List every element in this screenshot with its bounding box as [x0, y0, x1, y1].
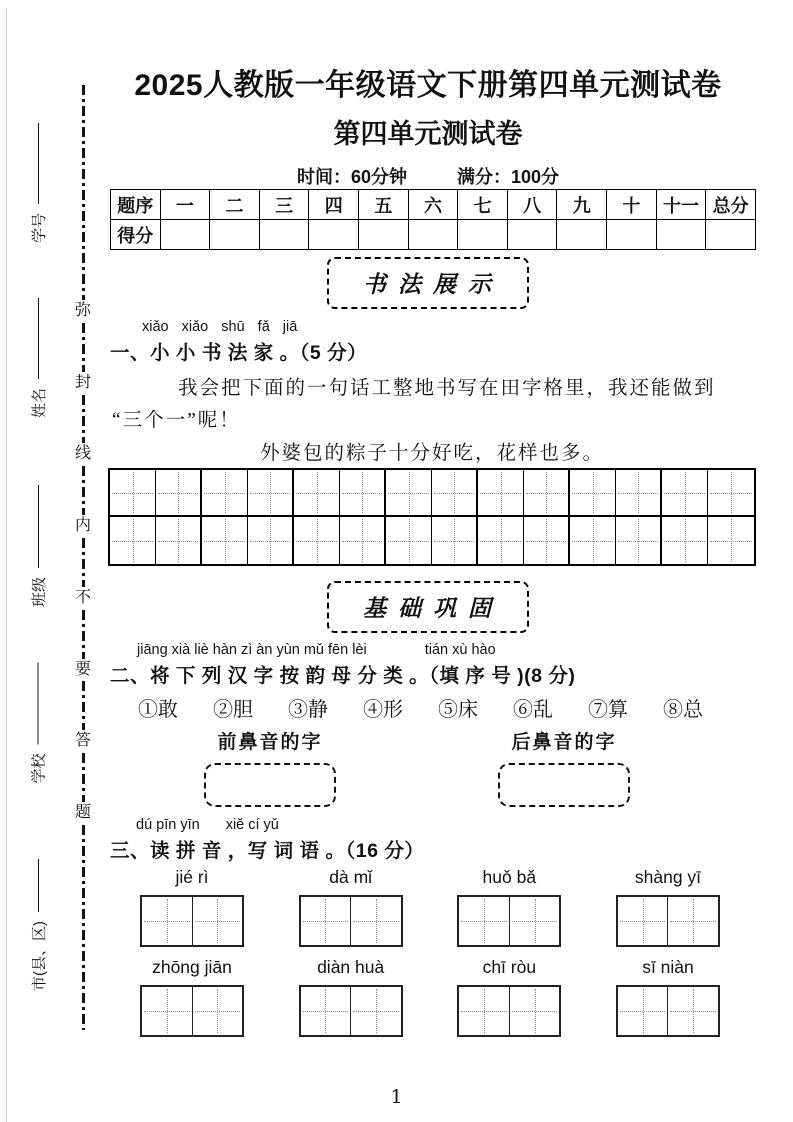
pinyin-word-column	[457, 957, 561, 1037]
pinyin-word-label: sī niàn	[642, 957, 694, 977]
seal-text-char: 封	[74, 373, 91, 391]
word-answer-cell[interactable]	[193, 897, 243, 945]
score-blank-cell[interactable]	[408, 220, 458, 250]
tian-writing-cell[interactable]	[616, 470, 662, 517]
back-nasal-column	[498, 727, 630, 807]
word-answer-cell[interactable]	[618, 987, 669, 1035]
full-score-label: 满分：100分	[456, 167, 560, 187]
q2-option-item: ⑧总	[663, 699, 703, 721]
page-edge-line	[6, 8, 7, 1122]
word-answer-cell[interactable]	[351, 987, 401, 1035]
banner-basics-label: 基础巩固	[327, 581, 529, 633]
q2-pinyin-part2: tián xù hào	[424, 642, 496, 658]
tian-writing-cell[interactable]	[708, 470, 754, 517]
q3-pinyin-part2: xiě cí yǔ	[225, 817, 279, 833]
score-row-label: 得分	[111, 220, 161, 250]
q2-option-item: ①敢	[138, 699, 178, 721]
score-blank-cell[interactable]	[507, 220, 557, 250]
word-answer-box[interactable]	[616, 895, 720, 947]
score-header-cell: 七	[458, 190, 508, 220]
pinyin-word-column	[616, 867, 720, 947]
score-header-cell: 题序	[111, 190, 161, 220]
tian-writing-cell[interactable]	[570, 517, 616, 564]
q2-option-item: ③静	[288, 699, 328, 721]
tian-writing-cell[interactable]	[616, 517, 662, 564]
pinyin-word-column	[299, 957, 403, 1037]
pinyin-word-column	[140, 957, 244, 1037]
q3-word-row-1	[140, 867, 720, 947]
score-header-cell: 三	[259, 190, 309, 220]
score-blank-cell[interactable]	[706, 220, 756, 250]
sidebar-field-4	[28, 859, 48, 991]
tian-writing-cell[interactable]	[432, 470, 478, 517]
tian-writing-cell[interactable]	[202, 517, 248, 564]
tian-writing-cell[interactable]	[386, 517, 432, 564]
word-answer-cell[interactable]	[668, 897, 718, 945]
sidebar-field-label: 学号	[30, 212, 48, 243]
word-answer-cell[interactable]	[459, 987, 510, 1035]
pinyin-word-column	[299, 867, 403, 947]
paper-meta	[100, 163, 756, 189]
pinyin-word-column	[457, 867, 561, 947]
score-header-cell: 一	[160, 190, 210, 220]
seal-text-char: 弥	[74, 302, 91, 320]
tian-writing-cell[interactable]	[202, 470, 248, 517]
tian-writing-cell[interactable]	[294, 517, 340, 564]
tian-writing-cell[interactable]	[662, 470, 708, 517]
sidebar-field-blank-line[interactable]	[38, 123, 39, 204]
tian-writing-cell[interactable]	[662, 517, 708, 564]
word-answer-cell[interactable]	[668, 987, 718, 1035]
tian-writing-cell[interactable]	[524, 517, 570, 564]
sidebar-field-label: 学校	[30, 753, 47, 784]
score-blank-cell[interactable]	[656, 220, 706, 250]
banner-calligraphy-label: 书法展示	[327, 257, 529, 309]
q2-options	[138, 693, 703, 722]
back-nasal-answer-box[interactable]	[498, 763, 630, 807]
tian-writing-cell[interactable]	[248, 517, 294, 564]
tian-writing-cell[interactable]	[110, 517, 156, 564]
word-answer-box[interactable]	[299, 985, 403, 1037]
front-nasal-answer-box[interactable]	[204, 763, 336, 807]
paper-title: 2025人教版一年级语文下册第四单元测试卷	[134, 69, 722, 102]
sidebar-field-label: 班级	[30, 576, 48, 607]
word-answer-cell[interactable]	[301, 987, 352, 1035]
score-header-cell: 十	[607, 190, 657, 220]
pinyin-word-column	[140, 867, 244, 947]
word-answer-cell[interactable]	[142, 897, 193, 945]
q2-option-item: ⑤床	[438, 699, 478, 721]
word-answer-box[interactable]	[457, 985, 561, 1037]
q1-instruction-line2: “三个一”呢！	[112, 410, 241, 431]
tian-writing-cell[interactable]	[478, 470, 524, 517]
score-header-cell: 总分	[706, 190, 756, 220]
front-nasal-column	[204, 727, 336, 807]
section-banner-basics	[100, 581, 756, 633]
q2-pinyin-part1: jiāng xià liè hàn zì àn yùn mǔ fēn lèi	[137, 642, 367, 658]
q3-word-row-2	[140, 957, 720, 1037]
pinyin-word-label: huǒ bǎ	[482, 867, 537, 887]
seal-line-segment	[82, 395, 85, 444]
score-header-cell: 九	[557, 190, 607, 220]
back-nasal-label: 后鼻音的字	[511, 732, 617, 753]
word-answer-cell[interactable]	[301, 897, 352, 945]
section-banner-calligraphy	[100, 257, 756, 309]
q1-copy-sentence: 外婆包的粽子十分好吃，花样也多。	[259, 443, 604, 464]
sidebar-field-1	[28, 298, 48, 418]
tian-writing-cell[interactable]	[248, 470, 294, 517]
tian-writing-cell[interactable]	[110, 470, 156, 517]
score-blank-cell[interactable]	[458, 220, 508, 250]
word-answer-box[interactable]	[457, 895, 561, 947]
seal-line-segment	[82, 610, 85, 659]
word-answer-cell[interactable]	[618, 897, 669, 945]
tian-writing-cell[interactable]	[708, 517, 754, 564]
pinyin-word-column	[616, 957, 720, 1037]
seal-text-char: 答	[74, 732, 91, 750]
word-answer-box[interactable]	[299, 895, 403, 947]
q2-heading: 二、将 下 列 汉 字 按 韵 母 分 类 。（填 序 号 )(8 分)	[110, 665, 576, 687]
word-answer-cell[interactable]	[510, 897, 560, 945]
pinyin-word-label: chī ròu	[482, 957, 537, 977]
q3-pinyin	[136, 817, 279, 833]
score-blank-cell[interactable]	[557, 220, 607, 250]
sidebar-field-blank-line[interactable]	[38, 859, 39, 912]
pinyin-word-label: shàng yī	[634, 867, 702, 887]
score-blank-cell[interactable]	[359, 220, 409, 250]
calligraphy-grid	[108, 468, 756, 566]
score-table	[110, 189, 756, 250]
score-header-row	[111, 190, 756, 220]
tian-writing-cell[interactable]	[294, 470, 340, 517]
pinyin-word-label: diàn huà	[317, 957, 385, 977]
tian-writing-cell[interactable]	[340, 517, 386, 564]
pinyin-word-label: zhōng jiān	[152, 957, 232, 977]
score-header-cell: 五	[359, 190, 409, 220]
score-blank-cell[interactable]	[210, 220, 260, 250]
tian-writing-cell[interactable]	[386, 470, 432, 517]
tian-writing-cell[interactable]	[524, 470, 570, 517]
q2-pinyin	[137, 642, 496, 658]
seal-text-char: 线	[74, 445, 91, 463]
tian-writing-cell[interactable]	[340, 470, 386, 517]
word-answer-cell[interactable]	[351, 897, 401, 945]
sidebar-field-0	[28, 123, 48, 243]
score-blank-cell[interactable]	[309, 220, 359, 250]
sidebar-field-2	[28, 485, 48, 607]
seal-text-char: 内	[74, 517, 91, 535]
score-header-cell: 四	[309, 190, 359, 220]
tian-writing-cell[interactable]	[156, 470, 202, 517]
seal-text-char: 要	[74, 660, 91, 678]
word-answer-box[interactable]	[140, 895, 244, 947]
q1-heading: 一、小 小 书 法 家 。（5 分）	[110, 342, 368, 364]
time-limit-label: 时间：60分钟	[296, 167, 407, 187]
word-answer-box[interactable]	[140, 985, 244, 1037]
q2-option-item: ②胆	[213, 699, 253, 721]
score-header-cell: 十一	[656, 190, 706, 220]
sidebar-field-blank-line[interactable]	[38, 298, 39, 379]
sidebar-field-label: 市(县、区)	[30, 921, 48, 991]
score-header-cell: 八	[507, 190, 557, 220]
sidebar-field-3	[28, 663, 48, 784]
tian-writing-cell[interactable]	[478, 517, 524, 564]
score-header-cell: 二	[210, 190, 260, 220]
word-answer-cell[interactable]	[459, 897, 510, 945]
seal-line-segment	[82, 825, 85, 1030]
word-answer-box[interactable]	[616, 985, 720, 1037]
seal-line-segment	[82, 681, 85, 730]
word-answer-cell[interactable]	[193, 987, 243, 1035]
score-header-cell: 六	[408, 190, 458, 220]
score-blank-cell[interactable]	[160, 220, 210, 250]
seal-line-segment	[82, 323, 85, 372]
score-value-row	[111, 220, 756, 250]
pinyin-word-label: jié rì	[175, 867, 209, 887]
sidebar-field-blank-line[interactable]	[38, 485, 39, 568]
score-blank-cell[interactable]	[259, 220, 309, 250]
q2-option-item: ⑥乱	[513, 699, 553, 721]
seal-line-segment	[82, 753, 85, 802]
sidebar-field-label: 姓名	[30, 387, 48, 418]
word-answer-cell[interactable]	[142, 987, 193, 1035]
word-answer-cell[interactable]	[510, 987, 560, 1035]
seal-line-segment	[82, 466, 85, 515]
seal-line-segment	[82, 85, 85, 300]
tian-writing-cell[interactable]	[432, 517, 478, 564]
sidebar-field-blank-line[interactable]	[37, 663, 38, 745]
q2-option-item: ④形	[363, 699, 403, 721]
tian-writing-cell[interactable]	[156, 517, 202, 564]
seal-line-segment	[82, 538, 85, 587]
seal-text-char: 题	[74, 803, 91, 821]
seal-line	[74, 85, 92, 1030]
q3-heading: 三、读 拼 音 ，写 词 语 。（16 分）	[110, 840, 425, 862]
q2-option-item: ⑦算	[588, 699, 628, 721]
q1-pinyin: xiǎo xiǎo shū fǎ jiā	[142, 319, 298, 335]
seal-text-char: 不	[74, 588, 91, 606]
pinyin-word-label: dà mǐ	[329, 867, 373, 887]
q2-answer-area	[108, 727, 756, 807]
front-nasal-label: 前鼻音的字	[217, 732, 323, 753]
score-blank-cell[interactable]	[607, 220, 657, 250]
tian-writing-cell[interactable]	[570, 470, 616, 517]
q1-instruction-line1: 我会把下面的一句话工整地书写在田字格里，我还能做到	[178, 378, 716, 399]
paper-subtitle: 第四单元测试卷	[333, 119, 523, 149]
q3-pinyin-part1: dú pīn yīn	[136, 817, 200, 833]
page-number: 1	[390, 1086, 403, 1108]
